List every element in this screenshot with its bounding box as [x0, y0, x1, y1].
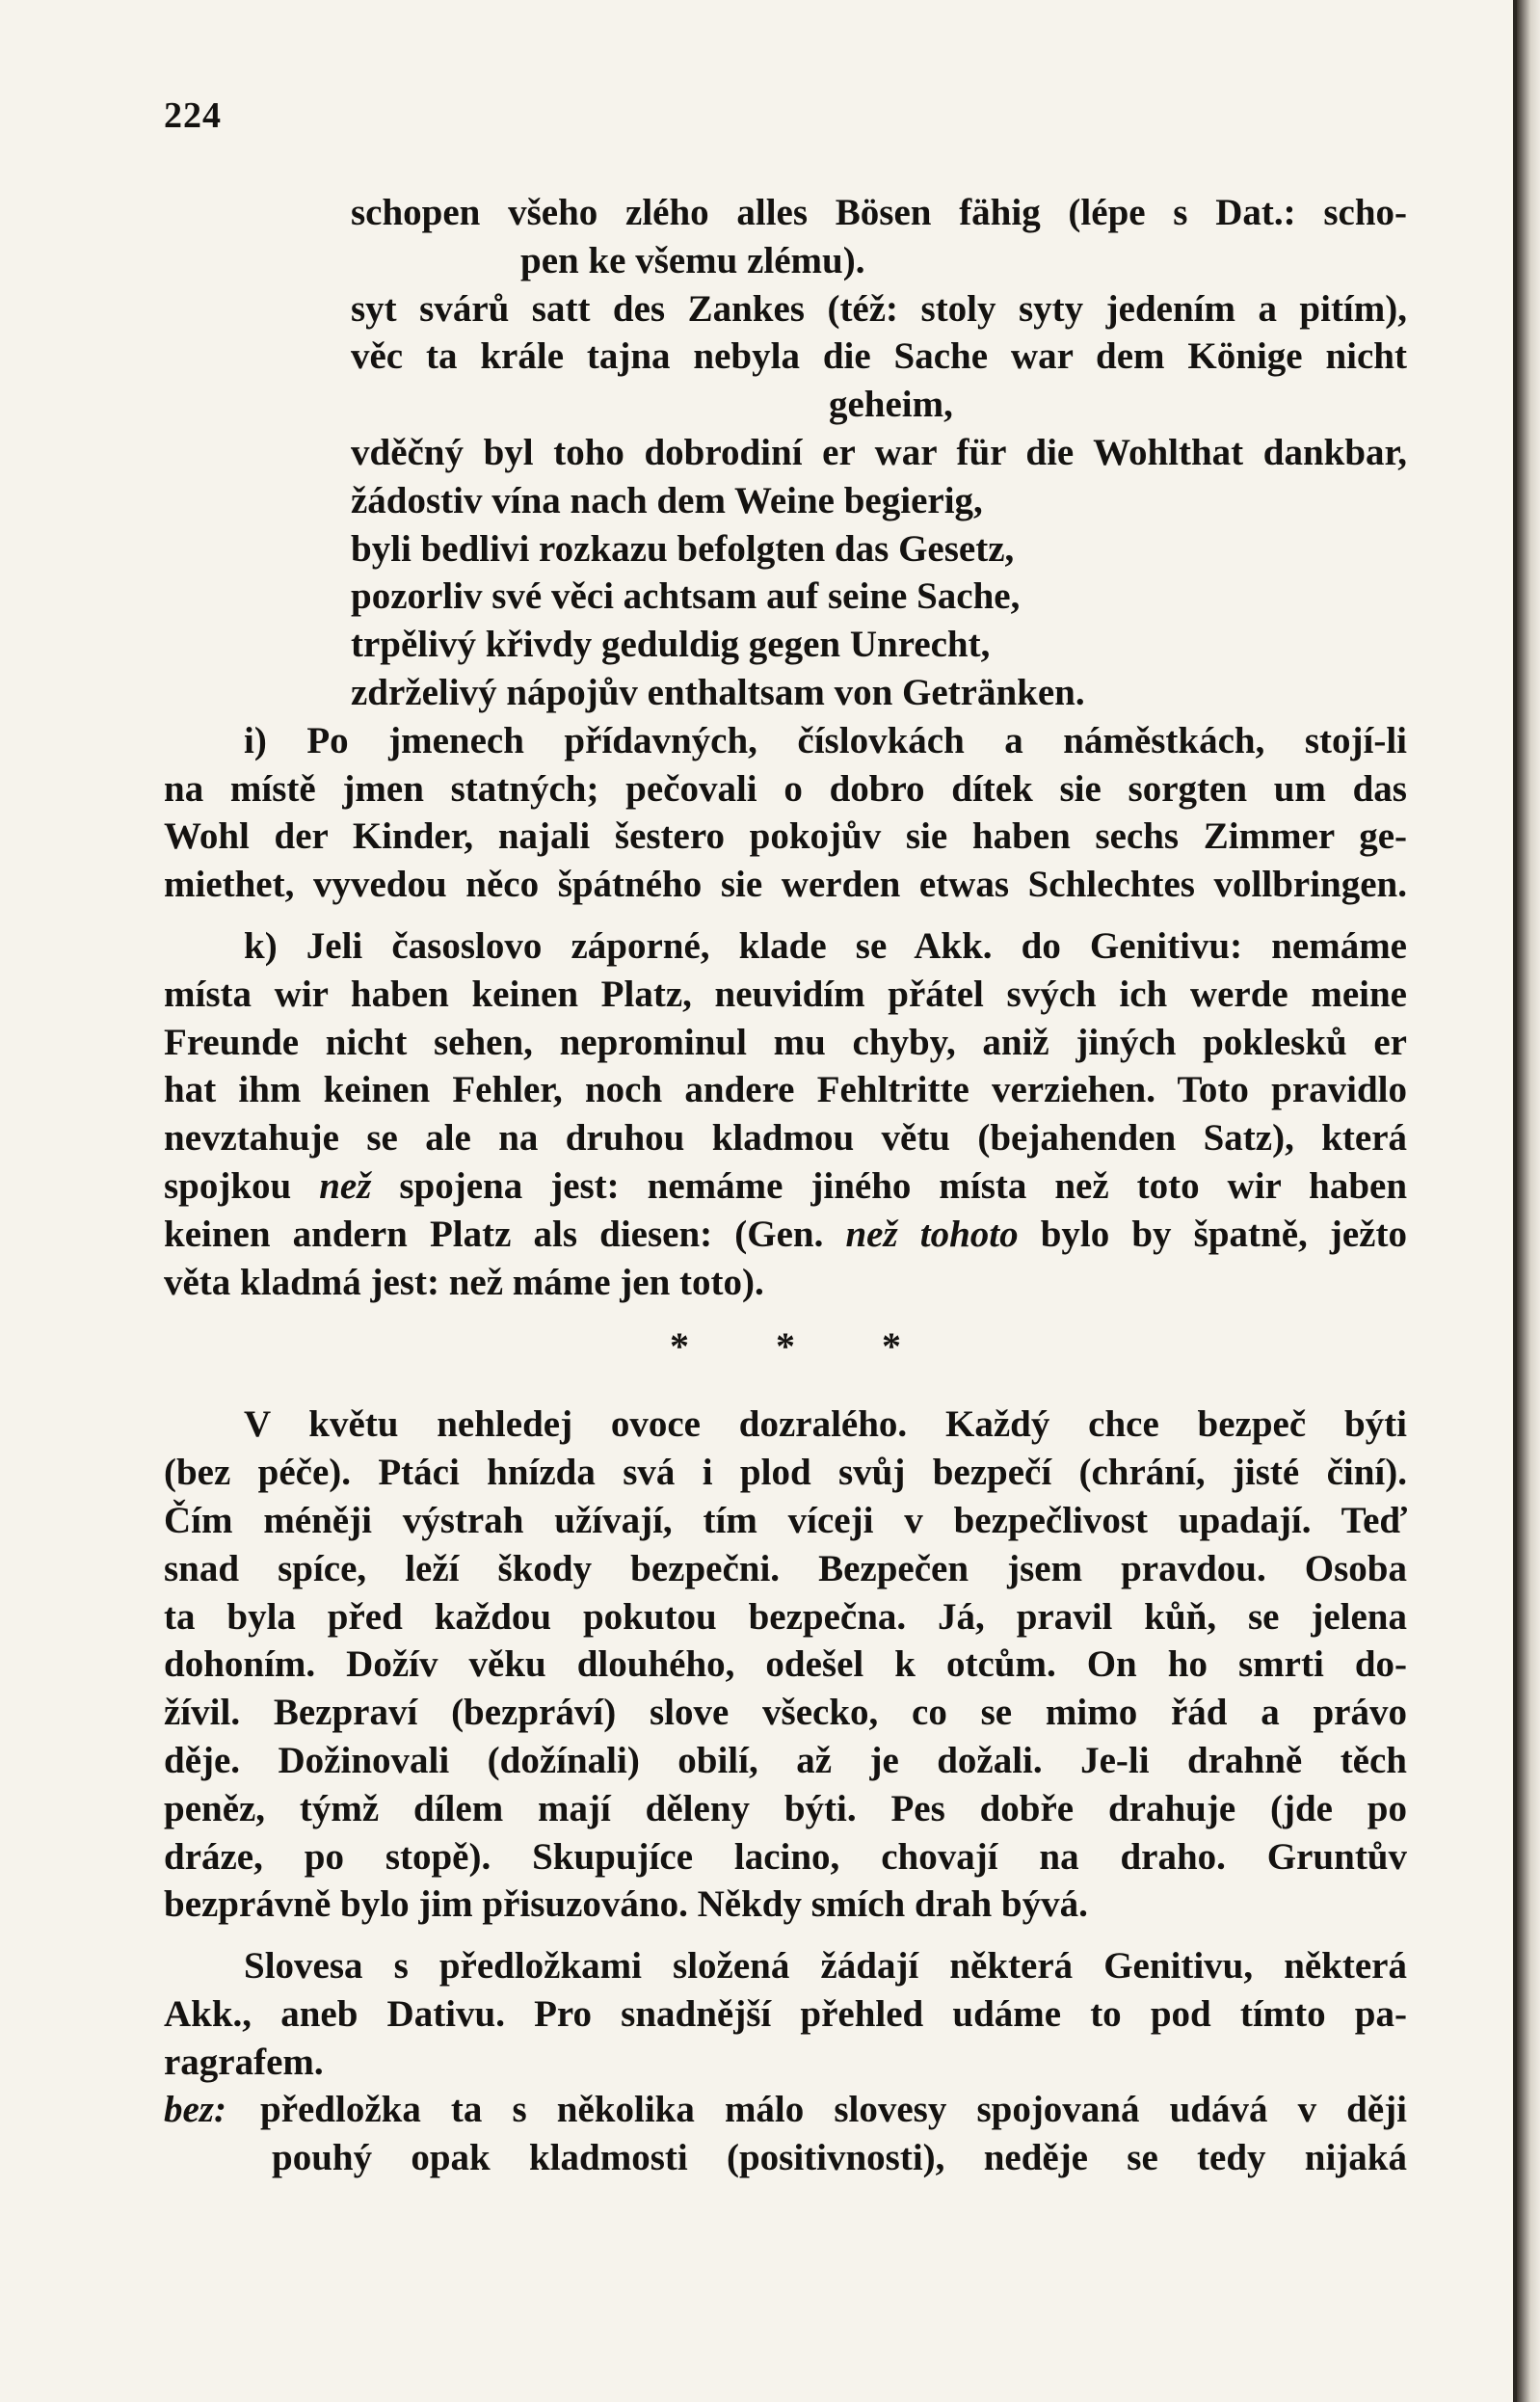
exercise-line: bezprávně bylo jim přisuzováno. Někdy smích drah bývá.	[164, 1883, 1088, 1926]
exercise-line: dohoním. Dožív věku dlouhého, odešel k otcům. On ho smrti do-	[164, 1643, 1407, 1686]
slovesa-line: ragrafem.	[164, 2041, 324, 2083]
text-line: syt svárů satt des Zankes (též: stoly syty jedením a pitím),	[351, 287, 1407, 330]
paragraph-k-line: nevztahuje se ale na druhou kladmou větu (bejahenden Satz), která	[164, 1117, 1407, 1160]
text-line: schopen všeho zlého alles Bösen fähig (lépe s Dat.: scho-	[351, 192, 1407, 233]
exercise-line: peněz, týmž dílem mají děleny býti. Pes dobře drahuje (jde po	[164, 1787, 1407, 1829]
exercise-line: ta byla před každou pokutou bezpečna. Já, pravil kůň, se jelena	[164, 1595, 1407, 1638]
paragraph-i-line: i) Po jmenech přídavných, číslovkách a náměstkách, stojí-li	[244, 719, 1407, 761]
text-line: geheim,	[829, 384, 953, 426]
paragraph-i-line: miethet, vyvedou něco špátného sie werden etwas Schlechtes vollbringen.	[164, 864, 1407, 906]
exercise-line: V květu nehledej ovoce dozralého. Každý chce bezpeč býti	[244, 1403, 1407, 1446]
paragraph-k-line: Freunde nicht sehen, neprominul mu chyby, aniž jiných poklesků er	[164, 1021, 1407, 1063]
bez-entry-line: bez: předložka ta s několika málo slovesy spojovaná udává v ději	[164, 2086, 1407, 2134]
exercise-line: Čím méněji výstrah užívají, tím víceji v bezpečlivost upadají. Teď	[164, 1499, 1407, 1541]
text-line: věc ta krále tajna nebyla die Sache war dem Könige nicht	[351, 335, 1407, 378]
exercise-line: děje. Dožinovali (dožínali) obilí, až je dožali. Je-li drahně těch	[164, 1739, 1407, 1781]
page-number: 224	[164, 95, 222, 136]
paragraph-i-line: Wohl der Kinder, najali šestero pokojův sie haben sechs Zimmer ge-	[164, 815, 1407, 858]
bez-entry-line: pouhý opak kladmosti (positivnosti), neděje se tedy nijaká	[272, 2137, 1407, 2179]
bez-term: bez:	[164, 2089, 226, 2131]
exercise-line: (bez péče). Ptáci hnízda svá i plod svůj bezpečí (chrání, jisté činí).	[164, 1452, 1407, 1494]
exercise-line: dráze, po stopě). Skupujíce lacino, chovají na draho. Gruntův	[164, 1835, 1407, 1878]
paragraph-k-line: hat ihm keinen Fehler, noch andere Fehltritte verziehen. Toto pravidlo	[164, 1069, 1407, 1111]
paragraph-k-line: k) Jeli časoslovo záporné, klade se Akk. do Genitivu: nemáme	[244, 924, 1407, 967]
paragraph-k-line: keinen andern Platz als diesen: (Gen. než tohoto bylo by špatně, ježto	[164, 1213, 1407, 1255]
slovesa-line: Slovesa s předložkami složená žádají některá Genitivu, některá	[244, 1945, 1407, 1988]
paragraph-i-line: na místě jmen statných; pečovali o dobro dítek sie sorgten um das	[164, 767, 1407, 810]
paragraph-k-line: věta kladmá jest: než máme jen toto).	[164, 1261, 764, 1303]
text-line: žádostiv vína nach dem Weine begierig,	[351, 479, 983, 521]
section-divider-stars: * * *	[670, 1324, 940, 1369]
text-line: vděčný byl toho dobrodiní er war für die Wohlthat dankbar,	[351, 431, 1407, 473]
slovesa-line: Akk., aneb Dativu. Pro snadnější přehled udáme to pod tímto pa-	[164, 1992, 1407, 2035]
page-body	[164, 189, 1407, 2182]
text-line: trpělivý křivdy geduldig gegen Unrecht,	[351, 624, 991, 666]
text-line: byli bedlivi rozkazu befolgten das Gesetz,	[351, 527, 1015, 570]
paragraph-k-line: spojkou než spojena jest: nemáme jiného místa než toto wir haben	[164, 1164, 1407, 1207]
exercise-line: žívil. Bezpraví (bezpráví) slove všecko, co se mimo řád a právo	[164, 1692, 1407, 1734]
page-edge	[1517, 0, 1540, 2402]
text-line: pozorliv své věci achtsam auf seine Sache,	[351, 575, 1021, 618]
exercise-line: snad spíce, leží škody bezpečni. Bezpečen jsem pravdou. Osoba	[164, 1547, 1407, 1589]
text-line: zdrželivý nápojův enthaltsam von Getränken.	[351, 671, 1085, 713]
paragraph-k-line: místa wir haben keinen Platz, neuvidím přátel svých ich werde meine	[164, 973, 1407, 1015]
text-line: pen ke všemu zlému).	[520, 239, 865, 281]
